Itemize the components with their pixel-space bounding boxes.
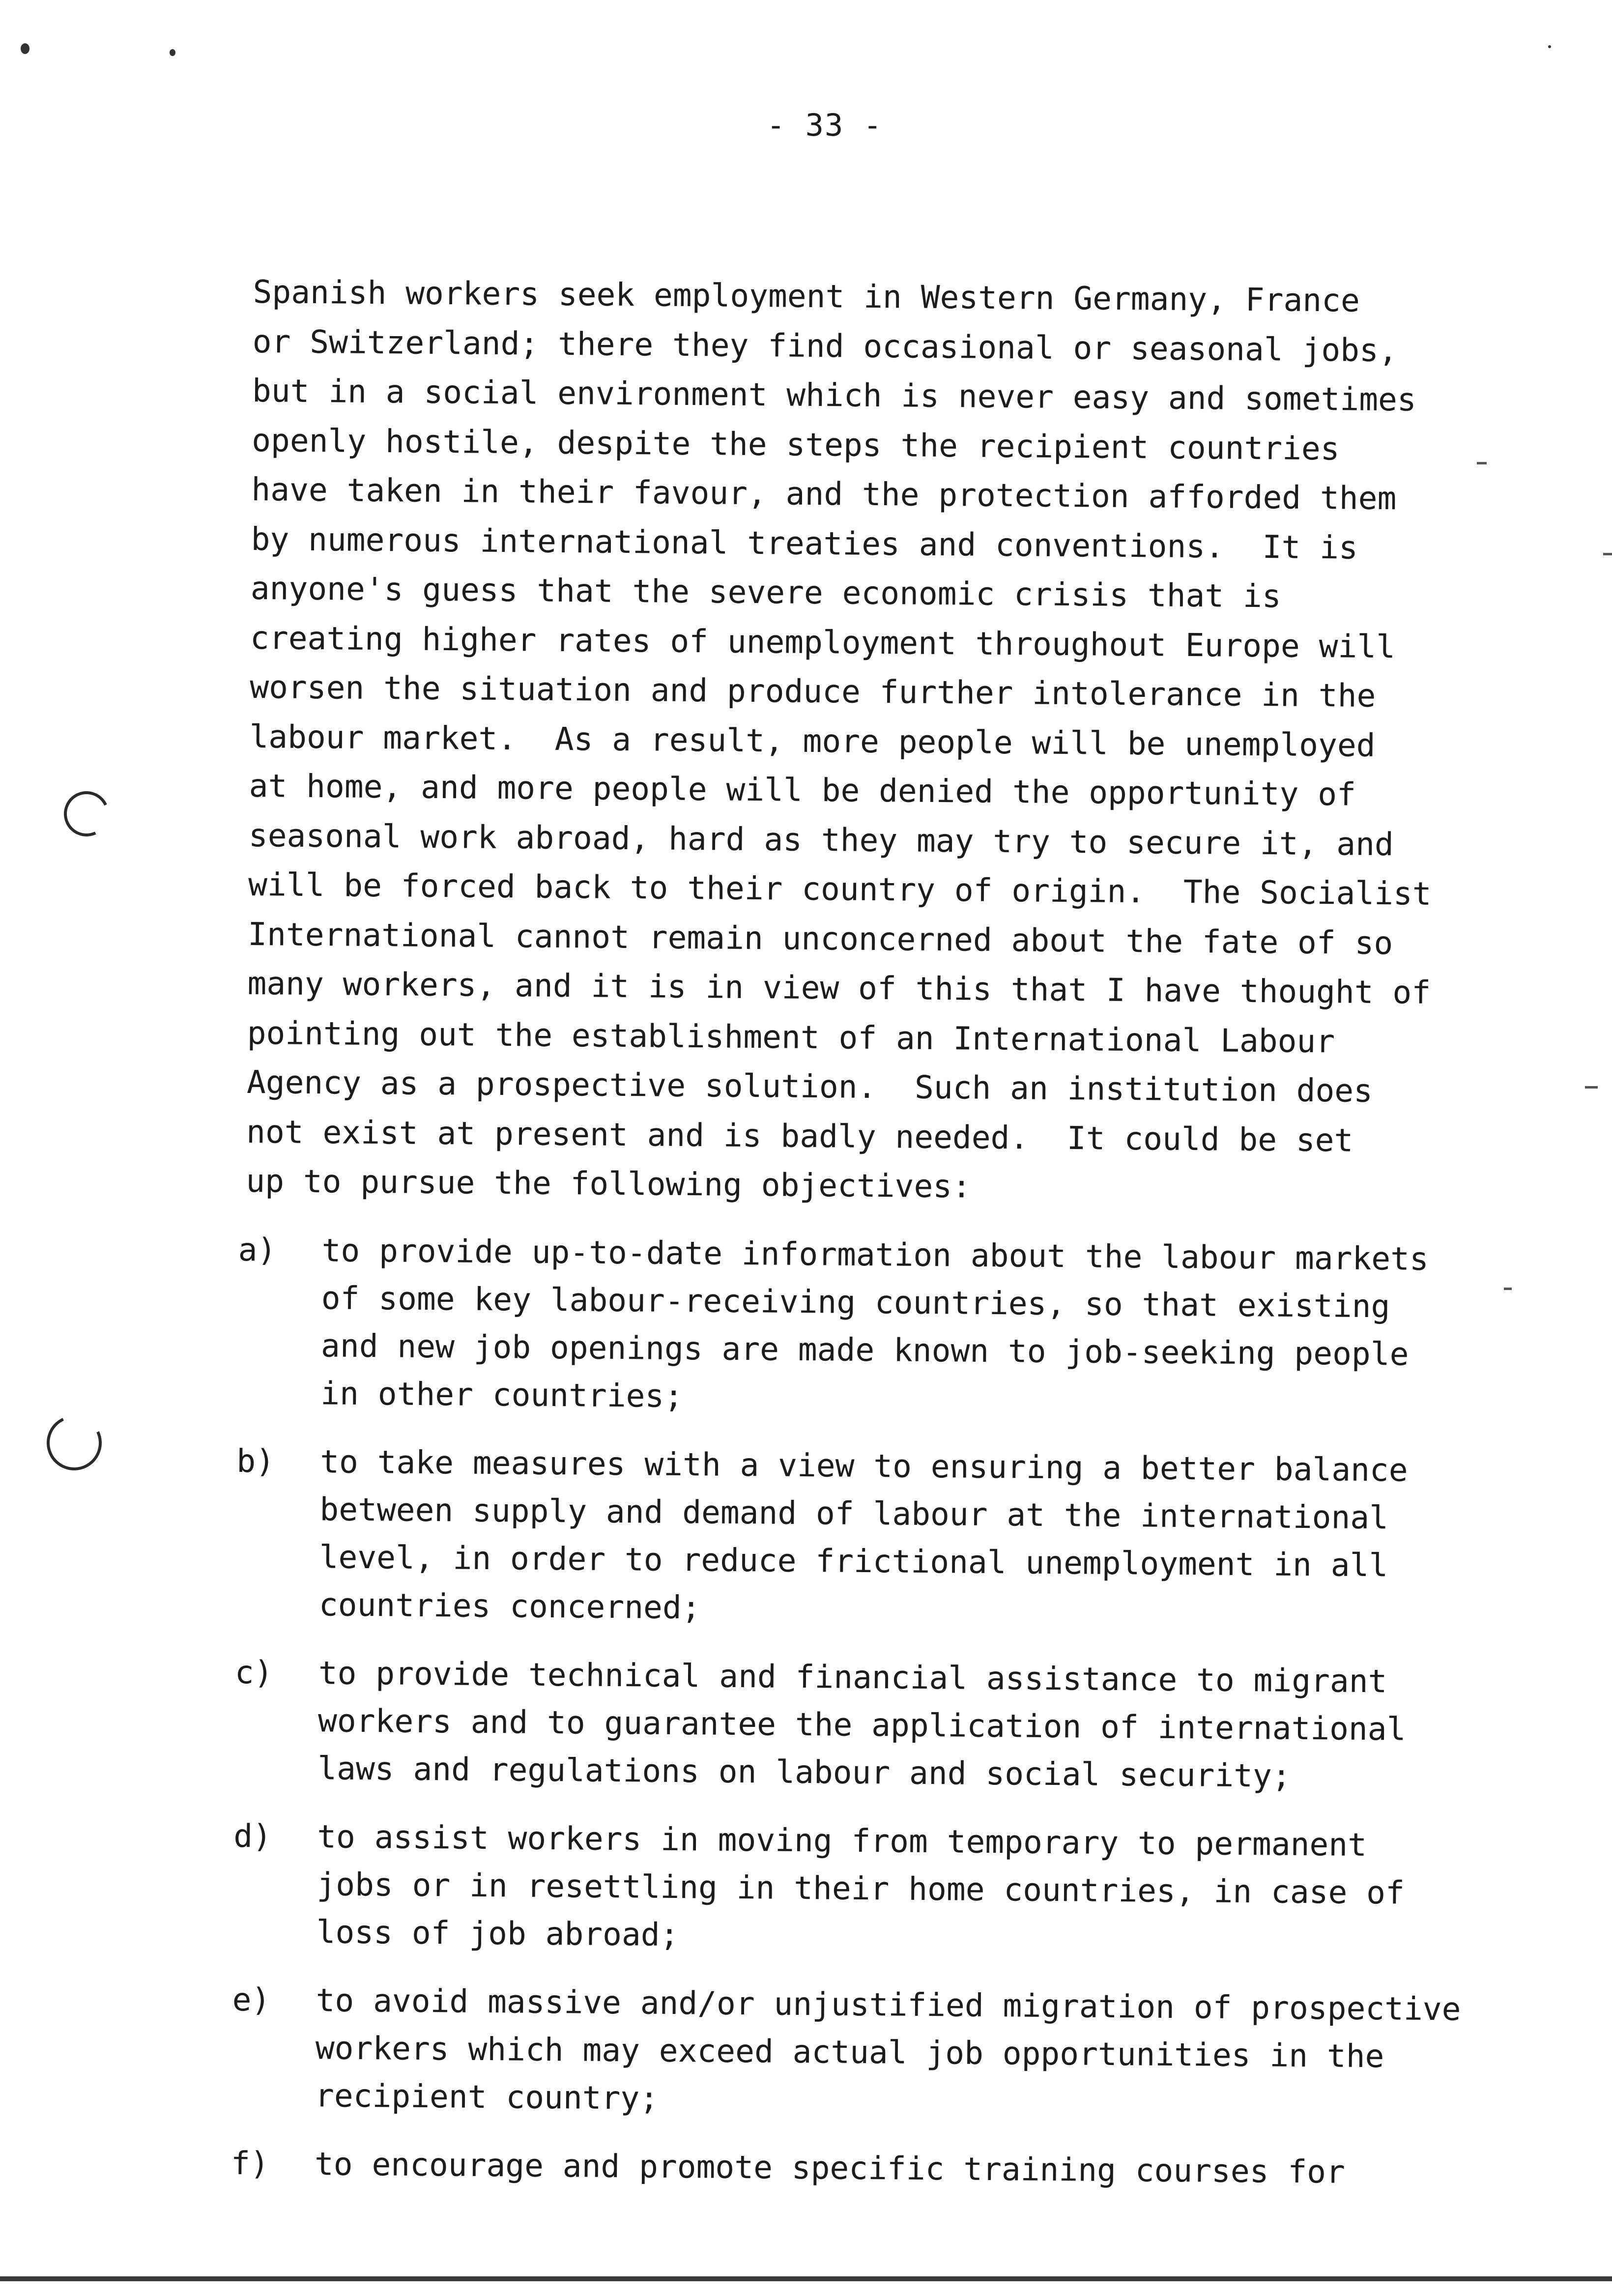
objective-item <box>232 1812 1536 1966</box>
paragraph-line: Agency as a prospective solution. Such an institution does <box>246 1063 1373 1110</box>
punch-hole-mark <box>58 785 115 843</box>
objective-line: to assist workers in moving from temporary to permanent <box>317 1818 1367 1864</box>
objective-line: workers which may exceed actual job opportunities in the <box>315 2030 1384 2075</box>
paragraph-line: openly hostile, despite the steps the recipient countries <box>251 422 1340 467</box>
objective-line: to provide up-to-date information about the labour markets <box>321 1232 1429 1278</box>
objective-line: laws and regulations on labour and social security; <box>317 1750 1292 1795</box>
objective-text <box>317 1649 1537 1802</box>
paragraph-line: creating higher rates of unemployment throughout Europe will <box>250 619 1396 665</box>
objective-text <box>316 1813 1536 1965</box>
paragraph-line: will be forced back to their country of origin. The Socialist <box>248 866 1432 913</box>
margin-dash-mark <box>1603 553 1612 555</box>
scan-speck <box>1548 45 1551 48</box>
objectives-list <box>230 1226 1541 2218</box>
objective-text <box>319 1438 1539 1638</box>
margin-dash-mark <box>1585 1086 1598 1089</box>
objective-line: loss of job abroad; <box>316 1914 679 1954</box>
objective-line: of some key labour-receiving countries, so that existing <box>321 1280 1390 1325</box>
paragraph-line: by numerous international treaties and conventions. It is <box>251 520 1358 567</box>
objective-item <box>231 2140 1534 2198</box>
objective-line: level, in order to reduce frictional unemployment in all <box>319 1539 1388 1584</box>
paragraph-line: not exist at present and is badly needed. It could be set <box>246 1113 1353 1159</box>
paragraph-line: many workers, and it is in view of this that I have thought of <box>247 965 1431 1011</box>
paragraph-line: seasonal work abroad, hard as they may try to secure it, and <box>248 817 1394 863</box>
objective-letter: a) <box>238 1231 277 1269</box>
scan-speck <box>170 49 175 56</box>
paragraph-line: International cannot remain unconcerned about the fate of so <box>248 916 1393 962</box>
objective-letter: b) <box>236 1442 275 1480</box>
paragraph-line: at home, and more people will be denied the opportunity of <box>249 767 1356 813</box>
objective-item <box>231 1976 1535 2129</box>
page-bottom-rule <box>0 2276 1612 2281</box>
objective-item <box>234 1649 1537 1802</box>
scan-speck <box>21 43 29 54</box>
objective-item <box>237 1226 1541 1427</box>
paragraph-line: anyone's guess that the severe economic crisis that is <box>250 570 1282 615</box>
objective-line: and new job openings are made known to job-seeking people <box>320 1327 1409 1373</box>
objective-line: workers and to guarantee the application of international <box>317 1702 1406 1748</box>
page-number: - 33 - <box>767 107 883 143</box>
objective-line: to provide technical and financial assistance to migrant <box>318 1655 1387 1700</box>
objective-item <box>235 1437 1539 1638</box>
objective-letter: d) <box>233 1817 272 1855</box>
objective-text <box>315 1977 1535 2129</box>
objective-text <box>320 1227 1541 1427</box>
objective-letter: f) <box>230 2145 269 2182</box>
objective-text <box>315 2140 1534 2197</box>
paragraph-line: have taken in their favour, and the protection afforded them <box>251 471 1397 517</box>
objective-line: jobs or in resettling in their home countries, in case of <box>317 1866 1405 1912</box>
paragraph-line: worsen the situation and produce further intolerance in the <box>250 668 1376 715</box>
objective-line: to encourage and promote specific training courses for <box>314 2146 1346 2191</box>
objective-letter: e) <box>232 1981 271 2019</box>
paragraph-line: pointing out the establishment of an International Labour <box>247 1014 1335 1060</box>
paragraph-line: but in a social environment which is never easy and sometimes <box>252 372 1417 419</box>
objective-line: in other countries; <box>320 1375 684 1415</box>
paragraph-line: Spanish workers seek employment in Western Germany, France <box>253 273 1360 319</box>
punch-hole-mark <box>39 1407 110 1478</box>
paragraph-line: or Switzerland; there they find occasional or seasonal jobs, <box>252 323 1398 369</box>
paragraph-line: labour market. As a result, more people will be unemployed <box>249 718 1376 764</box>
objective-line: countries concerned; <box>318 1586 701 1627</box>
paragraph-line: up to pursue the following objectives: <box>246 1162 972 1205</box>
objective-line: to take measures with a view to ensuring a better balance <box>319 1443 1408 1489</box>
objective-line: between supply and demand of labour at the international <box>319 1491 1389 1537</box>
objective-letter: c) <box>234 1654 273 1692</box>
body-paragraph <box>246 268 1511 1216</box>
objective-line: to avoid massive and/or unjustified migration of prospective <box>316 1982 1461 2028</box>
objective-line: recipient country; <box>315 2077 659 2117</box>
